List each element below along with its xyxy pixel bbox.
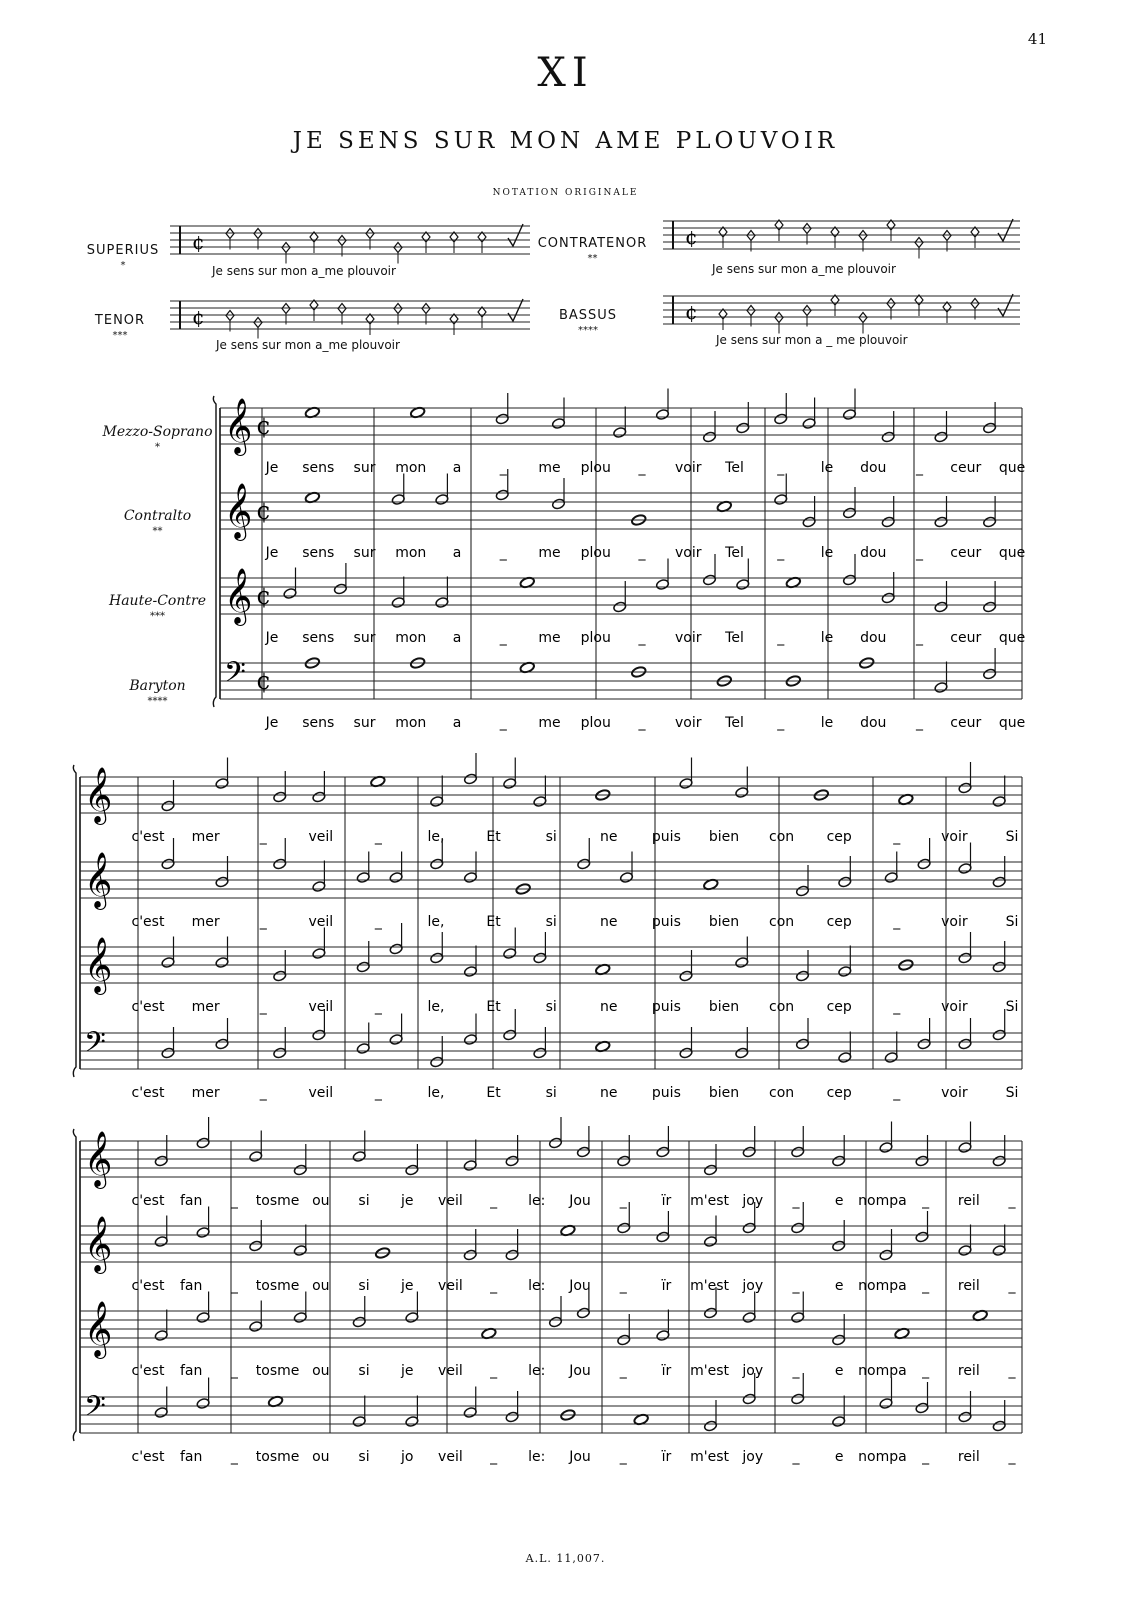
- system-1-staff-1-lyric: mon: [395, 460, 427, 476]
- system-1-staff-3-lyric: sens: [302, 630, 335, 646]
- system-1-staff-4-time-signature: ¢: [256, 667, 272, 695]
- system-1-staff-1-lyric: _: [777, 460, 785, 476]
- system-1-staff-2-lyric: me: [538, 545, 561, 561]
- system-3-staff-3-lyric: _: [1008, 1363, 1016, 1379]
- system-1-staff-4-bass-clef: 𝄢: [224, 656, 246, 696]
- system-2-staff-3-lyric: con: [769, 999, 795, 1015]
- system-3-staff-3-lyric: ïr: [661, 1363, 672, 1379]
- system-1-staff-4: [220, 663, 1022, 699]
- system-1-staff-3-lyric: _: [638, 630, 646, 646]
- system-1-staff-3-treble-clef: 𝄞: [224, 568, 253, 624]
- system-2-staff-1-lyric: voir: [941, 829, 968, 845]
- system-1-staff-4-lyric: sens: [302, 715, 335, 731]
- system-1-staff-2-lyric: dou: [860, 545, 887, 561]
- system-2-staff-4: [80, 1033, 1022, 1069]
- system-2-staff-2-lyric: puis: [651, 914, 681, 930]
- system-2-staff-3-lyric: _: [259, 999, 267, 1015]
- system-3-staff-2-lyric: ïr: [661, 1278, 672, 1294]
- system-2-staff-2-lyric: Si: [1005, 914, 1019, 930]
- system-2-staff-3-lyric: le,: [427, 999, 445, 1015]
- system-1-staff-4-lyric: a: [452, 715, 462, 731]
- system-2-staff-2-lyric: _: [893, 914, 901, 930]
- system-2-staff-4-lyric: puis: [651, 1085, 681, 1101]
- system-1-staff-2-lyric: sur: [353, 545, 376, 561]
- system-2-staff-3: [80, 947, 1022, 983]
- system-3-bracket: [73, 1129, 76, 1441]
- system-3-staff-1-lyric: _: [619, 1193, 627, 1209]
- system-1-staff-1-lyric: plou: [580, 460, 611, 476]
- voice-name-mezzo-soprano: Mezzo-Soprano *: [102, 424, 213, 453]
- system-3-staff-1-lyric: veil: [438, 1193, 463, 1209]
- system-3-staff-3-treble-clef: 𝄞: [84, 1301, 113, 1357]
- system-3-staff-2-lyric: _: [490, 1278, 498, 1294]
- system-3-staff-4-lyric: reil: [957, 1449, 980, 1465]
- system-3-staff-3-lyric: _: [619, 1363, 627, 1379]
- system-3-staff-2-lyric: e: [834, 1278, 844, 1294]
- system-3-staff-2-lyric: je: [400, 1278, 414, 1294]
- system-3-staff-3-lyric: _: [490, 1363, 498, 1379]
- system-1-staff-1-lyric: sens: [302, 460, 335, 476]
- incipit-label-superius: SUPERIUS *: [86, 243, 160, 271]
- incipit-label-contratenor: CONTRATENOR **: [537, 236, 648, 264]
- system-1-staff-3-lyric: mon: [395, 630, 427, 646]
- system-1-staff-1-lyric: me: [538, 460, 561, 476]
- system-3-staff-3-lyric: m'est: [690, 1363, 730, 1379]
- system-3-staff-2-lyric: si: [358, 1278, 370, 1294]
- system-3-staff-1-lyric: le:: [528, 1193, 546, 1209]
- system-1-staff-1-lyric: Je: [265, 460, 279, 476]
- system-3-staff-4-lyric: _: [619, 1449, 627, 1465]
- system-2-staff-4-lyric: veil: [308, 1085, 334, 1101]
- system-1-staff-3: [220, 578, 1022, 614]
- voice-name-baryton: Baryton ****: [129, 678, 186, 707]
- system-3-staff-2-lyric: _: [792, 1278, 800, 1294]
- system-3-staff-3-lyric: e: [834, 1363, 844, 1379]
- voice-name-contralto: Contralto **: [123, 508, 192, 537]
- system-1-staff-4-lyric: voir: [675, 715, 702, 731]
- system-2-staff-1-lyric: ne: [600, 829, 618, 845]
- system-3-staff-3-lyric: _: [230, 1363, 238, 1379]
- system-2-staff-4-lyric: mer: [191, 1085, 220, 1101]
- system-1-staff-2-lyric: _: [777, 545, 785, 561]
- system-3-staff-1-lyric: tosme: [255, 1193, 300, 1209]
- system-1-staff-1-time-signature: ¢: [256, 412, 272, 440]
- system-2-staff-2-treble-clef: 𝄞: [84, 852, 113, 908]
- system-1-staff-1: [220, 408, 1022, 444]
- system-3-staff-4-lyric: fan: [180, 1449, 203, 1465]
- system-3-staff-2-lyric: veil: [438, 1278, 463, 1294]
- system-2-staff-3-lyric: voir: [941, 999, 968, 1015]
- system-3-staff-3-lyric: fan: [180, 1363, 203, 1379]
- system-1-staff-1-lyric: ceur: [950, 460, 982, 476]
- system-2-staff-4-lyric: cep: [826, 1085, 852, 1101]
- system-1-staff-4-lyric: _: [777, 715, 785, 731]
- incipit-label-bassus: BASSUS ****: [558, 308, 618, 336]
- system-1-staff-2-lyric: _: [499, 545, 507, 561]
- system-2-staff-3-lyric: Si: [1005, 999, 1019, 1015]
- system-3-staff-4-lyric: Jou: [569, 1449, 591, 1465]
- system-1-staff-2-treble-clef: 𝄞: [224, 483, 253, 539]
- system-3-staff-4-lyric: veil: [438, 1449, 463, 1465]
- system-3-staff-2-lyric: _: [1008, 1278, 1016, 1294]
- system-3-staff-4-lyric: _: [1008, 1449, 1016, 1465]
- piece-title: JE SENS SUR MON AME PLOUVOIR: [292, 128, 839, 154]
- system-1-staff-2-time-signature: ¢: [256, 497, 272, 525]
- system-1-staff-1-lyric: Tel: [725, 460, 744, 476]
- incipit-staff-contratenor: [663, 221, 1020, 249]
- incipit-lyric-bassus: Je sens sur mon a _ me plouvoir: [716, 333, 908, 347]
- system-2-staff-3-lyric: mer: [191, 999, 220, 1015]
- incipit-staff-tenor-mensuration: ¢: [192, 305, 205, 329]
- system-2-staff-1-lyric: bien: [708, 829, 740, 845]
- system-3-staff-1-lyric: c'est: [131, 1193, 165, 1209]
- system-1-staff-4-lyric: dou: [860, 715, 887, 731]
- system-3-staff-1-lyric: Jou: [569, 1193, 591, 1209]
- system-3-staff-4-lyric: le:: [528, 1449, 546, 1465]
- system-2-staff-4-lyric: voir: [941, 1085, 968, 1101]
- system-3-staff-2-lyric: nompa: [858, 1278, 907, 1294]
- system-1-staff-2-lyric: a: [452, 545, 462, 561]
- incipit-staff-tenor-custos: [508, 299, 523, 321]
- system-3-staff-4-lyric: si: [358, 1449, 370, 1465]
- incipit-lyric-superius: Je sens sur mon a_me plouvoir: [212, 264, 396, 278]
- incipit-staff-bassus-mensuration: ¢: [685, 300, 698, 324]
- system-2-staff-1-lyric: Et: [486, 829, 501, 845]
- system-3-staff-1-lyric: reil: [957, 1193, 980, 1209]
- system-1-staff-2-lyric: que: [998, 545, 1026, 561]
- system-2-staff-1-lyric: si: [545, 829, 557, 845]
- system-1-staff-3-lyric: que: [998, 630, 1026, 646]
- system-3-staff-2-lyric: c'est: [131, 1278, 165, 1294]
- system-2-staff-3-lyric: Et: [486, 999, 501, 1015]
- system-2-staff-2-lyric: Et: [486, 914, 501, 930]
- system-2-bracket: [73, 765, 76, 1077]
- system-3-staff-1-lyric: _: [490, 1193, 498, 1209]
- system-3-staff-4-lyric: c'est: [131, 1449, 165, 1465]
- system-2-staff-1: [80, 777, 1022, 813]
- system-2-staff-4-lyric: _: [374, 1085, 382, 1101]
- system-3-staff-2-lyric: tosme: [255, 1278, 300, 1294]
- system-2-staff-2-lyric: mer: [191, 914, 220, 930]
- system-3-staff-3-lyric: _: [792, 1363, 800, 1379]
- system-1-staff-3-lyric: plou: [580, 630, 611, 646]
- system-3-staff-4-bass-clef: 𝄢: [84, 1390, 106, 1430]
- system-3-staff-3-lyric: ou: [312, 1363, 330, 1379]
- system-3-staff-3-lyric: reil: [957, 1363, 980, 1379]
- system-1-staff-2-lyric: ceur: [950, 545, 982, 561]
- system-2-staff-1-lyric: cep: [826, 829, 852, 845]
- system-3-staff-3: [80, 1311, 1022, 1347]
- system-3-staff-1-lyric: _: [1008, 1193, 1016, 1209]
- system-3-staff-4-lyric: m'est: [690, 1449, 730, 1465]
- system-2-staff-1-lyric: puis: [651, 829, 681, 845]
- system-3-staff-2-lyric: Jou: [569, 1278, 591, 1294]
- incipit-staff-bassus: [663, 296, 1020, 324]
- system-1-staff-3-lyric: ceur: [950, 630, 982, 646]
- system-1-staff-4-lyric: _: [499, 715, 507, 731]
- system-1-staff-3-lyric: Je: [265, 630, 279, 646]
- system-3-staff-2-lyric: reil: [957, 1278, 980, 1294]
- system-1-staff-1-lyric: a: [452, 460, 462, 476]
- incipit-staff-contratenor-custos: [998, 219, 1013, 241]
- incipit-staff-bassus-custos: [998, 294, 1013, 316]
- system-3-staff-3-lyric: tosme: [255, 1363, 300, 1379]
- system-1-staff-3-lyric: _: [499, 630, 507, 646]
- system-1-staff-4-lyric: _: [638, 715, 646, 731]
- system-2-staff-2-lyric: ne: [600, 914, 618, 930]
- system-2-staff-3-treble-clef: 𝄞: [84, 937, 113, 993]
- plate-number: A.L. 11,007.: [525, 1552, 606, 1565]
- system-2-staff-3-lyric: cep: [826, 999, 852, 1015]
- system-2-staff-2-lyric: cep: [826, 914, 852, 930]
- system-3-staff-2-lyric: _: [922, 1278, 930, 1294]
- system-3-staff-1-lyric: _: [792, 1193, 800, 1209]
- system-3-staff-1-lyric: joy: [742, 1193, 764, 1209]
- system-2-staff-4-lyric: Et: [486, 1085, 501, 1101]
- system-3-staff-2-treble-clef: 𝄞: [84, 1216, 113, 1272]
- system-3-staff-1-lyric: nompa: [858, 1193, 907, 1209]
- system-2-staff-1-lyric: veil: [308, 829, 334, 845]
- system-1-staff-2-lyric: sens: [302, 545, 335, 561]
- system-3-staff-1-lyric: _: [922, 1193, 930, 1209]
- system-3-staff-1-lyric: ïr: [661, 1193, 672, 1209]
- system-1-staff-1-treble-clef: 𝄞: [224, 398, 253, 454]
- system-1-staff-1-lyric: _: [916, 460, 923, 476]
- system-2-staff-4-lyric: _: [893, 1085, 901, 1101]
- system-2-staff-4-lyric: Si: [1005, 1085, 1019, 1101]
- system-1-staff-2-lyric: mon: [395, 545, 427, 561]
- system-1-staff-3-lyric: voir: [675, 630, 702, 646]
- system-1-staff-4-lyric: ceur: [950, 715, 982, 731]
- incipit-label-tenor: TENOR ***: [94, 313, 146, 341]
- system-1-staff-4-lyric: le: [820, 715, 834, 731]
- system-3-staff-3-lyric: joy: [742, 1363, 764, 1379]
- system-3-staff-1-lyric: m'est: [690, 1193, 730, 1209]
- system-3-staff-4-lyric: ïr: [661, 1449, 672, 1465]
- system-3-staff-4-lyric: joy: [742, 1449, 764, 1465]
- system-2-staff-4-lyric: le,: [427, 1085, 445, 1101]
- system-3-staff-3-lyric: nompa: [858, 1363, 907, 1379]
- system-1-staff-3-lyric: dou: [860, 630, 887, 646]
- page-number: 41: [1027, 30, 1047, 48]
- system-2-staff-2-lyric: c'est: [131, 914, 165, 930]
- system-3-staff-1-lyric: e: [834, 1193, 844, 1209]
- system-2-staff-4-bass-clef: 𝄢: [84, 1026, 106, 1066]
- system-3-staff-2-lyric: fan: [180, 1278, 203, 1294]
- system-3-staff-3-lyric: Jou: [569, 1363, 591, 1379]
- system-1-staff-3-lyric: le: [820, 630, 834, 646]
- system-2-staff-4-lyric: c'est: [131, 1085, 165, 1101]
- system-1-staff-1-lyric: _: [638, 460, 646, 476]
- system-1-staff-3-lyric: _: [777, 630, 785, 646]
- system-2-staff-2-lyric: _: [259, 914, 267, 930]
- system-2-staff-2-lyric: si: [545, 914, 557, 930]
- system-2-staff-1-lyric: mer: [191, 829, 220, 845]
- system-2-staff-1-lyric: le,: [427, 829, 445, 845]
- system-2-staff-2-lyric: bien: [708, 914, 740, 930]
- system-1-bracket: [213, 396, 216, 707]
- system-1-staff-2: [220, 493, 1022, 529]
- system-1-staff-4-lyric: mon: [395, 715, 427, 731]
- system-3-staff-4-lyric: _: [792, 1449, 800, 1465]
- system-2-staff-2: [80, 862, 1022, 898]
- system-2-staff-4-lyric: _: [259, 1085, 267, 1101]
- system-1-staff-4-lyric: Tel: [725, 715, 744, 731]
- system-1-staff-3-lyric: Tel: [725, 630, 744, 646]
- system-1-staff-4-lyric: sur: [353, 715, 376, 731]
- system-2-staff-3-lyric: _: [374, 999, 382, 1015]
- system-2-staff-4-lyric: con: [769, 1085, 795, 1101]
- system-3-staff-3-lyric: le:: [528, 1363, 546, 1379]
- system-2-staff-1-treble-clef: 𝄞: [84, 767, 113, 823]
- system-2-staff-2-lyric: veil: [308, 914, 334, 930]
- system-1-staff-1-lyric: voir: [675, 460, 702, 476]
- system-1-staff-1-lyric: _: [499, 460, 507, 476]
- system-2-staff-2-lyric: con: [769, 914, 795, 930]
- system-1-staff-3-lyric: a: [452, 630, 462, 646]
- system-3-staff-4-lyric: nompa: [858, 1449, 907, 1465]
- system-3-staff-1-lyric: fan: [180, 1193, 203, 1209]
- system-3-staff-4-lyric: jo: [400, 1449, 414, 1465]
- system-3-staff-3-lyric: c'est: [131, 1363, 165, 1379]
- system-2-staff-3-lyric: si: [545, 999, 557, 1015]
- system-2-staff-3-lyric: ne: [600, 999, 618, 1015]
- system-3-staff-2-lyric: _: [230, 1278, 238, 1294]
- system-3-staff-1-treble-clef: 𝄞: [84, 1131, 113, 1187]
- system-1-staff-2-lyric: _: [916, 545, 923, 561]
- system-3-staff-3-lyric: _: [922, 1363, 930, 1379]
- system-1-staff-2-lyric: voir: [675, 545, 702, 561]
- system-1-staff-3-time-signature: ¢: [256, 582, 272, 610]
- system-1-staff-1-lyric: dou: [860, 460, 887, 476]
- notation-heading: NOTATION ORIGINALE: [492, 188, 639, 198]
- voice-name-haute-contre: Haute-Contre ***: [109, 593, 206, 622]
- system-2-staff-1-lyric: Si: [1005, 829, 1019, 845]
- system-2-staff-3-lyric: bien: [708, 999, 740, 1015]
- system-3-staff-2-lyric: m'est: [690, 1278, 730, 1294]
- system-2-staff-2-lyric: le,: [427, 914, 445, 930]
- system-2-staff-1-lyric: _: [259, 829, 267, 845]
- incipit-staff-superius-custos: [508, 224, 523, 246]
- system-1-staff-1-lyric: que: [998, 460, 1026, 476]
- system-3-staff-1-lyric: si: [358, 1193, 370, 1209]
- system-3-staff-1-lyric: ou: [312, 1193, 330, 1209]
- system-3-staff-2-lyric: joy: [742, 1278, 764, 1294]
- system-3-staff-3-lyric: veil: [438, 1363, 463, 1379]
- incipit-staff-tenor: [170, 301, 530, 329]
- system-2-staff-4-lyric: ne: [600, 1085, 618, 1101]
- system-1-staff-1-lyric: sur: [353, 460, 376, 476]
- system-3-staff-2-lyric: le:: [528, 1278, 546, 1294]
- system-3-staff-4-lyric: e: [834, 1449, 844, 1465]
- system-3-staff-4-lyric: tosme: [255, 1449, 300, 1465]
- system-2-staff-4-lyric: si: [545, 1085, 557, 1101]
- system-1-staff-3-lyric: sur: [353, 630, 376, 646]
- system-3-staff-1-lyric: _: [230, 1193, 238, 1209]
- system-2-staff-4-lyric: bien: [708, 1085, 740, 1101]
- system-2-staff-3-lyric: puis: [651, 999, 681, 1015]
- system-1-staff-4-lyric: _: [916, 715, 923, 731]
- system-3-staff-4-lyric: ou: [312, 1449, 330, 1465]
- system-1-staff-2-lyric: Tel: [725, 545, 744, 561]
- system-3-staff-3-lyric: si: [358, 1363, 370, 1379]
- system-1-staff-3-lyric: _: [916, 630, 923, 646]
- incipit-staff-superius: [170, 226, 530, 254]
- system-3-staff-2-lyric: _: [619, 1278, 627, 1294]
- system-1-staff-2-lyric: plou: [580, 545, 611, 561]
- system-3-staff-2-lyric: ou: [312, 1278, 330, 1294]
- system-2-staff-1-lyric: con: [769, 829, 795, 845]
- system-3-staff-4-lyric: _: [490, 1449, 498, 1465]
- incipit-staff-contratenor-mensuration: ¢: [685, 225, 698, 249]
- system-1-staff-2-lyric: le: [820, 545, 834, 561]
- system-1-staff-3-lyric: me: [538, 630, 561, 646]
- system-3-staff-1-lyric: je: [400, 1193, 414, 1209]
- incipit-lyric-tenor: Je sens sur mon a_me plouvoir: [216, 338, 400, 352]
- system-1-staff-2-lyric: _: [638, 545, 646, 561]
- system-2-staff-3-lyric: veil: [308, 999, 334, 1015]
- system-2-staff-1-lyric: _: [374, 829, 382, 845]
- system-1-staff-4-lyric: me: [538, 715, 561, 731]
- system-3-staff-4-lyric: _: [230, 1449, 238, 1465]
- system-2-staff-2-lyric: _: [374, 914, 382, 930]
- system-3-staff-3-lyric: je: [400, 1363, 414, 1379]
- system-2-staff-3-lyric: c'est: [131, 999, 165, 1015]
- incipit-lyric-contratenor: Je sens sur mon a_me plouvoir: [712, 262, 896, 276]
- piece-number: XI: [537, 50, 594, 96]
- system-1-staff-4-lyric: que: [998, 715, 1026, 731]
- system-1-staff-4-lyric: Je: [265, 715, 279, 731]
- system-1-staff-4-lyric: plou: [580, 715, 611, 731]
- system-2-staff-2-lyric: voir: [941, 914, 968, 930]
- system-1-staff-1-lyric: le: [820, 460, 834, 476]
- incipit-staff-superius-mensuration: ¢: [192, 230, 205, 254]
- system-1-staff-2-lyric: Je: [265, 545, 279, 561]
- system-2-staff-1-lyric: c'est: [131, 829, 165, 845]
- system-3-staff-4-lyric: _: [922, 1449, 930, 1465]
- system-2-staff-3-lyric: _: [893, 999, 901, 1015]
- system-2-staff-1-lyric: _: [893, 829, 901, 845]
